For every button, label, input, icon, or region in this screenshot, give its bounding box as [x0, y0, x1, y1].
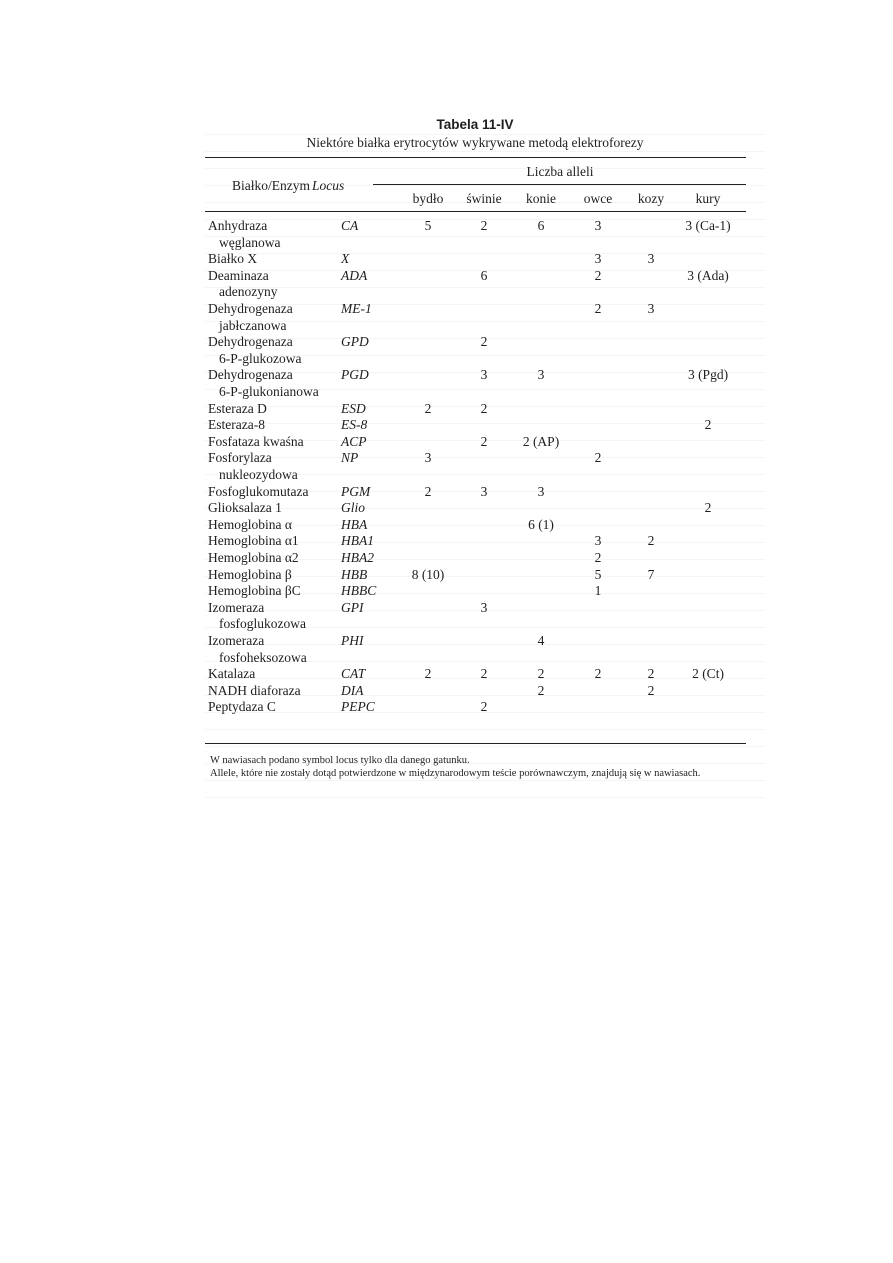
table-cell-value: 2 — [480, 218, 488, 233]
header-species: kury — [695, 191, 721, 206]
table-cell-name: Fosfoglukomutaza — [208, 483, 309, 499]
table-cell-locus: HBBC — [341, 583, 377, 599]
table-cell-name: Esteraza D — [208, 400, 267, 416]
table-cell-value: 2 — [424, 666, 432, 682]
table-cell-value: 2 — [704, 417, 712, 433]
table-cell-value: 3 (Ada) — [687, 267, 729, 283]
table-cell-name: Dehydrogenaza — [208, 334, 293, 350]
table-cell-name: Fosforylaza — [208, 450, 272, 466]
header-group: Liczba alleli — [526, 164, 594, 179]
table-cell-locus: CAT — [341, 666, 366, 682]
header-species: konie — [526, 191, 556, 206]
header-species: owce — [583, 191, 613, 206]
table-cell-locus: HBA2 — [341, 550, 374, 565]
table-cell-name: 6-P-glukozowa — [219, 350, 302, 366]
table-cell-name: Dehydrogenaza — [208, 367, 293, 383]
table-cell-value: 2 — [647, 666, 655, 682]
table-cell-locus: HBA — [341, 516, 368, 532]
table-cell-locus: ADA — [341, 267, 368, 283]
table-cell-value: 8 (10) — [411, 566, 445, 582]
table-cell-value: 2 — [424, 400, 432, 416]
table-cell-value: 2 — [480, 433, 488, 449]
table-cell-name: Hemoglobina α2 — [208, 550, 299, 565]
table-cell-value: 2 — [480, 699, 488, 715]
table-cell-name: Hemoglobina β — [208, 566, 292, 582]
table-cell-name: Deaminaza — [208, 267, 269, 283]
table-cell-locus: DIA — [341, 682, 364, 698]
table-cell-locus: GPD — [341, 334, 369, 350]
table-cell-value: 2 — [537, 682, 545, 698]
table-cell-locus: X — [341, 251, 350, 267]
table-cell-value: 3 — [594, 218, 602, 233]
table-cell-value: 3 — [424, 450, 432, 466]
table-cell-value: 3 — [537, 483, 545, 499]
table-cell-value: 3 — [537, 367, 545, 383]
table-cell-value: 4 — [537, 633, 545, 648]
table-cell-name: Esteraza-8 — [208, 417, 265, 433]
table-cell-name: Hemoglobina α — [208, 516, 292, 532]
table-cell-value: 3 — [647, 251, 655, 267]
table-cell-locus: PGM — [341, 483, 371, 499]
table-cell-value: 3 — [647, 301, 655, 316]
table-cell-value: 6 — [480, 267, 488, 283]
table-cell-value: 1 — [594, 583, 602, 599]
table-cell-value: 2 — [424, 483, 432, 499]
table-cell-value: 3 — [480, 367, 488, 383]
top-rule — [205, 157, 746, 158]
table-cell-name: fosfoglukozowa — [219, 616, 306, 632]
table-cell-value: 2 — [647, 682, 655, 698]
table-cell-name: Izomeraza — [208, 633, 265, 648]
bottom-rule — [205, 743, 746, 744]
table-cell-value: 3 — [480, 483, 488, 499]
table-cell-value: 2 — [594, 450, 602, 466]
table-cell-value: 2 — [480, 666, 488, 682]
table-cell-name: fosfoheksozowa — [219, 649, 307, 665]
table-cell-value: 2 — [594, 267, 602, 283]
table-cell-value: 2 — [480, 400, 488, 416]
header-species: kozy — [637, 191, 665, 206]
table-cell-name: Peptydaza C — [208, 699, 276, 715]
header-species: świnie — [466, 191, 502, 206]
table-cell-name: Hemoglobina βC — [208, 583, 301, 599]
header-protein: Białko/Enzym — [232, 178, 310, 193]
table-cell-value: 2 — [704, 500, 712, 516]
table-cell-value: 3 (Pgd) — [687, 367, 729, 383]
table-cell-locus: HBB — [341, 566, 368, 582]
table-cell-name: Glioksalaza 1 — [208, 500, 282, 516]
table-cell-value: 3 (Ca-1) — [685, 218, 731, 233]
table-cell-locus: NP — [341, 450, 359, 466]
table-cell-name: NADH diaforaza — [208, 682, 301, 698]
table-cell-name: węglanowa — [219, 234, 281, 250]
table-cell-locus: CA — [341, 218, 359, 233]
header-rule — [205, 211, 746, 212]
table-cell-name: Anhydraza — [208, 218, 268, 233]
table-caption: Niektóre białka erytrocytów wykrywane metodą elektroforezy — [306, 135, 644, 150]
table-cell-locus: ME-1 — [341, 301, 372, 316]
header-locus: Locus — [312, 178, 345, 193]
table-cell-locus: GPI — [341, 599, 364, 615]
table-title: Tabela 11-IV — [436, 117, 514, 132]
table-cell-value: 2 — [594, 550, 602, 565]
table-cell-name: jabłczanowa — [219, 317, 287, 333]
table-cell-name: Katalaza — [208, 666, 256, 682]
table-cell-locus: PHI — [341, 633, 364, 648]
table-cell-locus: PEPC — [341, 699, 375, 715]
table-cell-name: Izomeraza — [208, 599, 265, 615]
table-cell-locus: PGD — [341, 367, 369, 383]
table-cell-value: 6 — [537, 218, 545, 233]
table-cell-value: 3 — [594, 251, 602, 267]
group-rule — [373, 184, 746, 185]
table-cell-name: Fosfataza kwaśna — [208, 433, 304, 449]
table-cell-value: 3 — [594, 533, 602, 549]
table-cell-locus: Glio — [341, 500, 366, 516]
table-cell-name: Białko X — [208, 251, 258, 267]
header-species: bydło — [412, 191, 444, 206]
table-cell-value: 2 — [537, 666, 545, 682]
table-cell-value: 2 — [647, 533, 655, 549]
table-cell-name: adenozyny — [219, 284, 278, 300]
table-cell-value: 2 — [594, 301, 602, 316]
table-cell-locus: ACP — [341, 433, 367, 449]
table-cell-value: 5 — [594, 566, 602, 582]
table-note: Allele, które nie zostały dotąd potwierdzone w międzynarodowym teście porównawczym, znajdują się w nawiasach. — [210, 768, 701, 779]
table-cell-value: 2 — [480, 334, 488, 350]
table-cell-name: 6-P-glukonianowa — [219, 384, 319, 399]
table-cell-value: 7 — [647, 566, 655, 582]
table-cell-name: Dehydrogenaza — [208, 301, 293, 316]
table-cell-locus: HBA1 — [341, 533, 374, 549]
table-cell-name: Hemoglobina α1 — [208, 533, 299, 549]
table-cell-value: 2 — [594, 666, 602, 682]
table-cell-value: 5 — [424, 218, 432, 233]
table-cell-value: 2 (Ct) — [692, 666, 724, 682]
table-cell-name: nukleozydowa — [219, 467, 298, 482]
table-cell-value: 6 (1) — [528, 516, 554, 532]
table-cell-locus: ESD — [341, 400, 366, 416]
table-note: W nawiasach podano symbol locus tylko dla danego gatunku. — [210, 755, 470, 766]
table-cell-value: 2 (AP) — [522, 433, 560, 449]
table-cell-value: 3 — [480, 599, 488, 615]
table-cell-locus: ES-8 — [341, 417, 368, 433]
